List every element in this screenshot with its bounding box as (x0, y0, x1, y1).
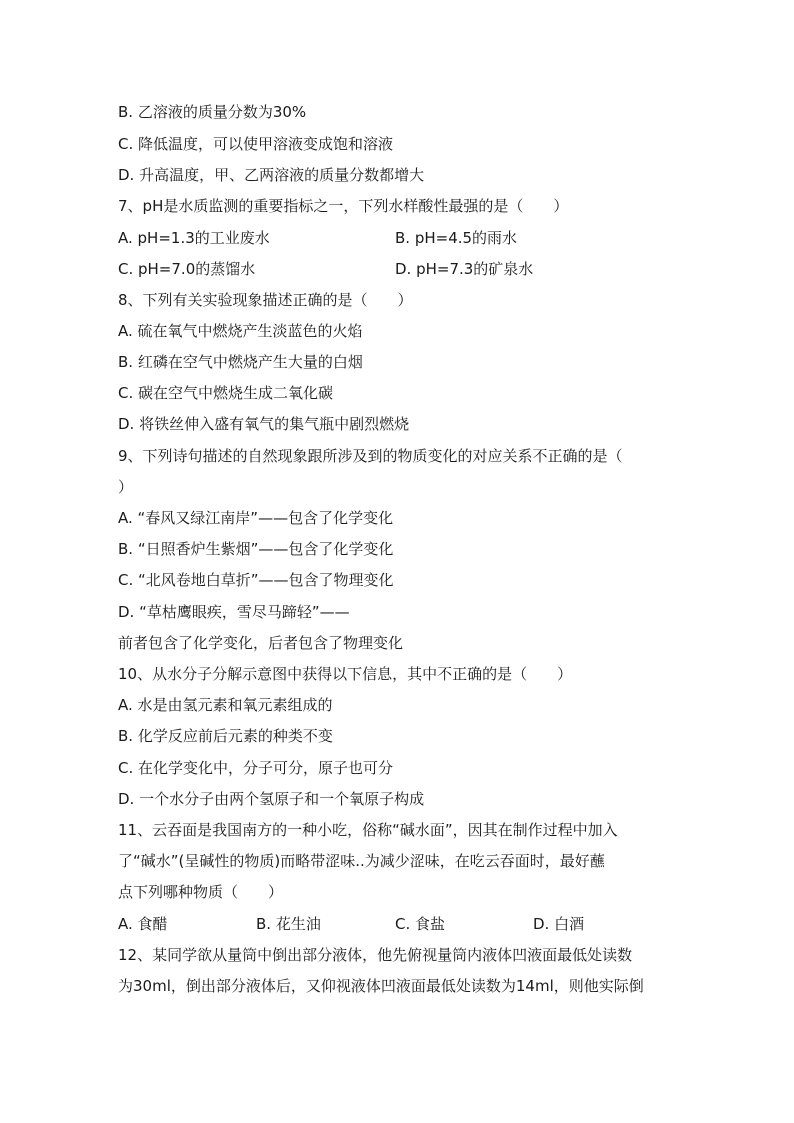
q8-option-a: A. 硫在氧气中燃烧产生淡蓝色的火焰 (118, 322, 363, 340)
q8-option-b: B. 红磷在空气中燃烧产生大量的白烟 (118, 353, 363, 371)
q9-option-d-line2: 前者包含了化学变化，后者包含了物理变化 (118, 634, 404, 652)
q8-option-c: C. 碳在空气中燃烧生成二氧化碳 (118, 384, 334, 402)
q10-option-d: D. 一个水分子由两个氢原子和一个氧原子构成 (118, 790, 425, 808)
q9-option-b: B. “日照香炉生紫烟”——包含了化学变化 (118, 540, 394, 558)
q6-option-d: D. 升高温度，甲、乙两溶液的质量分数都增大 (118, 166, 425, 184)
q7-option-c: C. pH=7.0的蒸馏水 (118, 260, 256, 278)
q7-option-b: B. pH=4.5的雨水 (395, 229, 518, 247)
q7-option-a: A. pH=1.3的工业废水 (118, 229, 270, 247)
q11-option-a: A. 食醋 (118, 915, 168, 933)
q11-option-c: C. 食盐 (395, 915, 446, 933)
q9-stem-line1: 9、下列诗句描述的自然现象跟所涉及到的物质变化的对应关系不正确的是（ (118, 447, 623, 465)
q11-stem-line2: 了“碱水”(呈碱性的物质)而略带涩味..为减少涩味，在吃云吞面时，最好蘸 (118, 852, 605, 870)
q9-option-d-line1: D. “草枯鹰眼疾，雪尽马蹄轻”—— (118, 603, 350, 621)
q10-option-b: B. 化学反应前后元素的种类不变 (118, 727, 333, 745)
q12-stem-line1: 12、某同学欲从量筒中倒出部分液体，他先俯视量筒内液体凹液面最低处读数 (118, 946, 633, 964)
q9-option-c: C. “北风卷地白草折”——包含了物理变化 (118, 571, 394, 589)
q9-option-a: A. “春风又绿江南岸”——包含了化学变化 (118, 509, 394, 527)
q8-stem: 8、下列有关实验现象描述正确的是（ ） (118, 291, 413, 309)
q10-option-a: A. 水是由氢元素和氧元素组成的 (118, 696, 333, 714)
q7-option-d: D. pH=7.3的矿泉水 (395, 260, 534, 278)
q11-option-d: D. 白酒 (533, 915, 585, 933)
q9-stem-line2: ） (118, 478, 134, 496)
q10-stem: 10、从水分子分解示意图中获得以下信息，其中不正确的是（ ） (118, 665, 573, 683)
q11-stem-line3: 点下列哪种物质（ ） (118, 883, 284, 901)
q8-option-d: D. 将铁丝伸入盛有氧气的集气瓶中剧烈燃烧 (118, 415, 410, 433)
q11-stem-line1: 11、云吞面是我国南方的一种小吃，俗称“碱水面”，因其在制作过程中加入 (118, 821, 618, 839)
q12-stem-line2: 为30ml，倒出部分液体后，又仰视液体凹液面最低处读数为14ml，则他实际倒 (118, 977, 644, 995)
q10-option-c: C. 在化学变化中，分子可分，原子也可分 (118, 759, 394, 777)
q6-option-c: C. 降低温度，可以使甲溶液变成饱和溶液 (118, 135, 394, 153)
q7-stem: 7、pH是水质监测的重要指标之一，下列水样酸性最强的是（ ） (118, 197, 569, 215)
q11-option-b: B. 花生油 (256, 915, 321, 933)
q6-option-b: B. 乙溶液的质量分数为30% (118, 103, 307, 121)
